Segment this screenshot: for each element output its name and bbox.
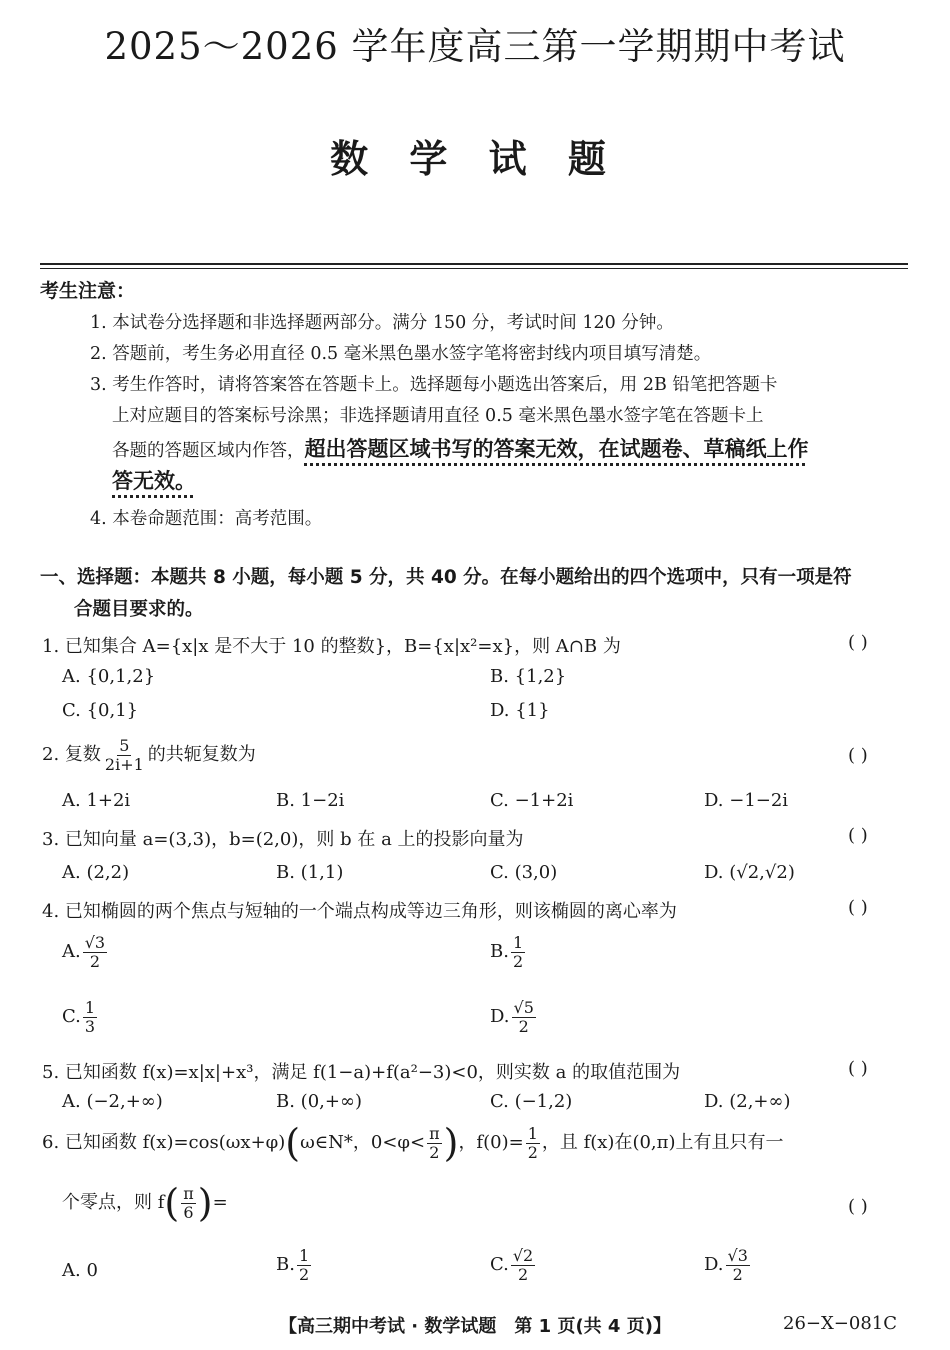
option-label: D. <box>704 1254 724 1276</box>
option-label: B. <box>276 1254 295 1276</box>
paper-code: 26−X−081C <box>783 1313 898 1334</box>
option-label: C. <box>62 1006 81 1028</box>
numerator: π <box>183 1183 194 1203</box>
notice-item: 上对应题目的答案标号涂黑；非选择题请用直径 0.5 毫米黑色墨水签字笔在答题卡上 <box>112 406 764 426</box>
question-1-stem: 1. 已知集合 A={x|x 是不大于 10 的整数}，B={x|x²=x}，则 A∩B 为 <box>42 636 621 657</box>
denominator: 3 <box>84 1016 96 1036</box>
notice-item <box>112 465 196 495</box>
option-b <box>490 934 527 970</box>
question-5-stem: 5. 已知函数 f(x)=x|x|+x³，满足 f(1−a)+f(a²−3)<0，则实数 a 的取值范围为 <box>42 1062 681 1083</box>
numerator: 5 <box>119 736 130 755</box>
option-label: B. <box>490 941 509 963</box>
denominator: 6 <box>183 1202 194 1222</box>
notice-emphasis: 答无效。 <box>112 469 196 493</box>
divider <box>40 268 908 269</box>
stem-text: = <box>212 1192 228 1213</box>
denominator: 2 <box>517 1264 529 1284</box>
option-c <box>490 1247 537 1283</box>
exam-title: 2025～2026 学年度高三第一学期期中考试 <box>104 25 846 68</box>
question-2-stem <box>42 737 256 773</box>
option-c <box>62 999 99 1035</box>
option-a: A. 0 <box>62 1260 98 1281</box>
subject-title: 数 学 试 题 <box>330 137 620 181</box>
option-c: C. {0,1} <box>62 700 139 721</box>
option-a: A. (−2,+∞) <box>62 1091 163 1112</box>
divider <box>40 263 908 265</box>
numerator: 1 <box>512 933 524 952</box>
numerator: √3 <box>727 1246 748 1265</box>
question-4-stem: 4. 已知椭圆的两个焦点与短轴的一个端点构成等边三角形，则该椭圆的离心率为 <box>42 901 677 922</box>
fraction <box>83 999 97 1035</box>
option-d: D. (2,+∞) <box>704 1091 791 1112</box>
answer-bracket: ( ) <box>848 1196 868 1217</box>
option-c: C. (−1,2) <box>490 1091 573 1112</box>
numerator: 1 <box>298 1246 310 1265</box>
option-a: A. (2,2) <box>62 862 130 883</box>
option-d <box>490 999 538 1035</box>
denominator: 2 <box>732 1264 743 1284</box>
answer-bracket: ( ) <box>848 745 868 766</box>
option-label: A. <box>62 941 81 963</box>
option-a: A. {0,1,2} <box>62 666 156 687</box>
stem-text: 的共轭复数为 <box>147 744 256 766</box>
option-d: D. (√2,√2) <box>704 862 795 883</box>
denominator: 2 <box>89 951 101 971</box>
notice-item <box>112 433 809 463</box>
fraction <box>427 1125 442 1161</box>
denominator: 2 <box>518 1016 529 1036</box>
answer-bracket: ( ) <box>848 825 868 846</box>
option-b: B. {1,2} <box>490 666 567 687</box>
numerator: 1 <box>84 998 96 1017</box>
stem-text: 2. 复数 <box>42 744 101 766</box>
stem-text: 6. 已知函数 f(x)=cos(ωx+φ) <box>42 1132 286 1153</box>
question-3-stem: 3. 已知向量 a=(3,3)，b=(2,0)，则 b 在 a 上的投影向量为 <box>42 829 524 850</box>
fraction <box>83 934 107 970</box>
right-paren: ) <box>443 1121 459 1165</box>
answer-bracket: ( ) <box>848 632 868 653</box>
numerator: √3 <box>84 933 106 952</box>
denominator: 2 <box>429 1142 440 1162</box>
option-d <box>704 1247 752 1283</box>
denominator: 2 <box>527 1142 538 1162</box>
section-heading: 一、选择题：本题共 8 小题，每小题 5 分，共 40 分。在每小题给出的四个选项中，只有一项是符 <box>40 567 852 588</box>
question-6-cont <box>62 1181 228 1225</box>
option-c: C. −1+2i <box>490 790 574 811</box>
left-paren: ( <box>164 1181 180 1225</box>
option-c: C. (3,0) <box>490 862 558 883</box>
numerator: π <box>429 1123 440 1143</box>
option-d: D. −1−2i <box>704 790 789 811</box>
fraction <box>103 737 146 773</box>
option-b: B. (0,+∞) <box>276 1091 362 1112</box>
notice-item: 3. 考生作答时，请将答案答在答题卡上。选择题每小题选出答案后，用 2B 铅笔把答题卡 <box>90 375 778 395</box>
left-paren: ( <box>285 1121 301 1165</box>
fraction <box>297 1247 311 1283</box>
numerator: √5 <box>513 998 534 1017</box>
question-6-stem <box>42 1121 784 1165</box>
denominator: 2 <box>298 1264 310 1284</box>
option-a: A. 1+2i <box>62 790 131 811</box>
fraction <box>511 1247 535 1283</box>
page-footer: 【高三期中考试 · 数学试题 第 1 页(共 4 页)】 <box>279 1316 671 1337</box>
fraction <box>181 1185 196 1221</box>
numerator: 1 <box>527 1123 538 1143</box>
option-label: C. <box>490 1254 509 1276</box>
option-a <box>62 934 109 970</box>
notice-item: 4. 本卷命题范围：高考范围。 <box>90 509 323 529</box>
option-b <box>276 1247 313 1283</box>
numerator: √2 <box>512 1246 534 1265</box>
notice-heading: 考生注意： <box>40 280 136 302</box>
answer-bracket: ( ) <box>848 1058 868 1079</box>
notice-emphasis: 超出答题区域书写的答案无效，在试题卷、草稿纸上作 <box>304 437 809 461</box>
stem-text: 个零点，则 f <box>62 1192 165 1213</box>
section-heading-cont: 合题目要求的。 <box>74 599 204 620</box>
option-b: B. (1,1) <box>276 862 344 883</box>
stem-text: ω∈N*，0<φ< <box>300 1132 426 1153</box>
fraction <box>512 999 536 1035</box>
option-d: D. {1} <box>490 700 550 721</box>
fraction <box>726 1247 750 1283</box>
denominator: 2i+1 <box>104 754 144 774</box>
denominator: 2 <box>512 951 524 971</box>
stem-text: ，f(0)= <box>458 1132 524 1153</box>
notice-item: 1. 本试卷分选择题和非选择题两部分。满分 150 分，考试时间 120 分钟。 <box>90 313 674 333</box>
notice-item: 2. 答题前，考生务必用直径 0.5 毫米黑色墨水签字笔将密封线内项目填写清楚。 <box>90 344 712 364</box>
notice-text: 各题的答题区域内作答， <box>112 441 305 461</box>
stem-text: ，且 f(x)在(0,π)上有且只有一 <box>541 1132 784 1153</box>
answer-bracket: ( ) <box>848 897 868 918</box>
option-label: D. <box>490 1006 510 1028</box>
option-b: B. 1−2i <box>276 790 345 811</box>
right-paren: ) <box>197 1181 213 1225</box>
fraction <box>511 934 525 970</box>
fraction <box>526 1125 540 1161</box>
